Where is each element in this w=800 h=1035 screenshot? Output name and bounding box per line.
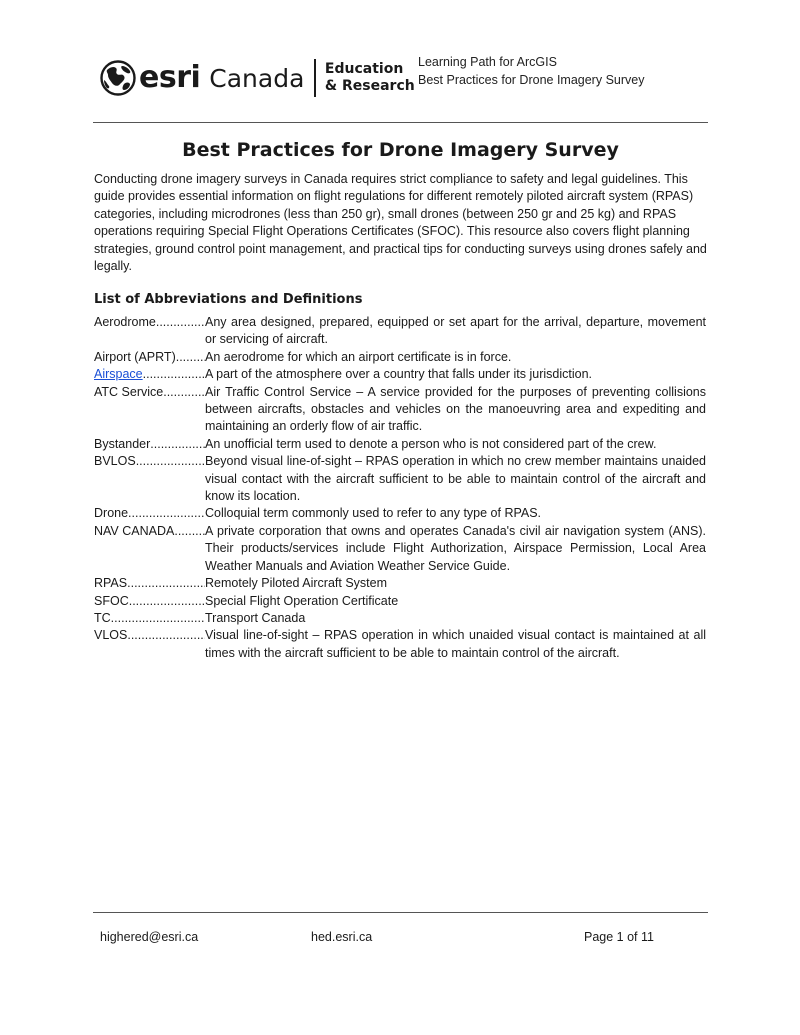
logo-division-line2: & Research xyxy=(324,78,415,94)
dot-leader xyxy=(143,366,205,383)
definition-term: ATC Service xyxy=(94,384,164,399)
globe-icon xyxy=(100,60,136,96)
airspace-link[interactable]: Airspace xyxy=(94,367,143,382)
dot-leader xyxy=(150,436,205,453)
definition-term-cell xyxy=(94,505,205,522)
dot-leader xyxy=(174,523,205,575)
dot-leader xyxy=(127,575,205,592)
definition-term: VLOS xyxy=(94,628,128,643)
definition-term: BVLOS xyxy=(94,454,136,469)
dot-leader xyxy=(129,593,205,610)
definition-text: Remotely Piloted Aircraft System xyxy=(205,576,388,591)
dot-leader xyxy=(176,349,205,366)
definition-term-cell xyxy=(94,366,205,383)
footer-divider xyxy=(93,912,708,913)
definition-term: Aerodrome xyxy=(94,315,156,329)
dot-leader xyxy=(163,384,205,436)
definition-text: Any area designed, prepared, equipped or set apart for the arrival, departure, movement or servicing of aircraft. xyxy=(205,315,706,347)
definition-text: An aerodrome for which an airport certificate is in force. xyxy=(205,349,512,364)
intro-paragraph: Conducting drone imagery surveys in Canada requires strict compliance to safety and legal guidelines. This guide provides essential information on flight regulations for different remotely piloted aircraft system (RPAS) categories, including microdrones (less than 250 gr), small drones (between 250 gr and 25 kg) and RPAS operations requiring Special Flight Operations Certificates (SFOC). This resource also covers flight planning strategies, ground control point management, and practical tips for conducting surveys using drones safely and legally. xyxy=(94,172,707,274)
definition-text: Transport Canada xyxy=(205,610,306,625)
definition-row xyxy=(94,593,706,610)
logo-wordmark: esri xyxy=(139,60,201,95)
definition-row xyxy=(94,453,706,505)
definition-row xyxy=(94,610,706,627)
footer-page-number: Page 1 of 11 xyxy=(584,930,654,944)
definition-text: A private corporation that owns and operates Canada's civil air navigation system (ANS). Their products/services include Flight Authorization, Airspace Permission, Local Area Weather Manuals and Aviation Weather Service Guide. xyxy=(205,523,706,573)
dot-leader xyxy=(128,505,205,522)
definition-term-cell xyxy=(94,349,205,366)
dot-leader xyxy=(127,627,205,662)
definition-term-cell xyxy=(94,627,205,662)
definition-term: Drone xyxy=(94,506,129,521)
definition-row xyxy=(94,366,706,383)
footer-website: hed.esri.ca xyxy=(311,930,373,944)
definition-term-cell xyxy=(94,593,205,610)
dot-leader xyxy=(156,314,205,349)
logo-division-line1: Education xyxy=(324,61,404,77)
dot-leader xyxy=(136,453,205,505)
header-document-title: Best Practices for Drone Imagery Survey xyxy=(418,73,645,87)
definition-text: An unofficial term used to denote a person who is not considered part of the crew. xyxy=(205,436,657,451)
definition-term-cell xyxy=(94,575,205,592)
definition-text: Special Flight Operation Certificate xyxy=(205,593,399,608)
document-title: Best Practices for Drone Imagery Survey xyxy=(182,139,619,161)
definition-row xyxy=(94,384,706,436)
definitions-list xyxy=(94,314,706,662)
logo-divider xyxy=(314,59,316,97)
definition-text: Visual line-of-sight – RPAS operation in which unaided visual contact is maintained at all times with the aircraft sufficient to be able to maintain control of the aircraft. xyxy=(205,628,706,660)
page-header xyxy=(0,0,800,124)
definition-term-cell xyxy=(94,523,205,575)
logo-division xyxy=(325,61,415,95)
definition-text: Air Traffic Control Service – A service provided for the purposes of preventing collisions between aircrafts, obstacles and vehicles on the manoeuvring area and expediting and maintaining an orderly flow of air traffic. xyxy=(205,384,706,434)
logo-region: Canada xyxy=(209,63,305,93)
definition-text: Beyond visual line-of-sight – RPAS operation in which no crew member maintains unaided visual contact with the aircraft sufficient to be able to maintain control of the aircraft and know its location. xyxy=(205,454,706,504)
definition-row xyxy=(94,575,706,592)
dot-leader xyxy=(111,610,205,627)
definition-row xyxy=(94,627,706,662)
definition-term-cell xyxy=(94,453,205,505)
definition-text: Colloquial term commonly used to refer to any type of RPAS. xyxy=(205,506,542,521)
definition-term-cell xyxy=(94,384,205,436)
definition-term-cell xyxy=(94,610,205,627)
header-meta xyxy=(418,53,644,89)
definition-term: Bystander xyxy=(94,436,151,451)
abbreviations-heading: List of Abbreviations and Definitions xyxy=(94,292,363,307)
definition-row xyxy=(94,436,706,453)
definition-row xyxy=(94,349,706,366)
definition-row xyxy=(94,314,706,349)
header-series-title: Learning Path for ArcGIS xyxy=(418,55,557,69)
definition-term: Airport (APRT) xyxy=(94,349,176,364)
definition-row xyxy=(94,523,706,575)
definition-term-cell xyxy=(94,314,205,349)
esri-canada-logo xyxy=(100,58,415,98)
header-divider xyxy=(93,122,708,123)
definition-term: SFOC xyxy=(94,593,129,608)
definition-term: NAV CANADA xyxy=(94,523,175,538)
definition-text: A part of the atmosphere over a country that falls under its jurisdiction. xyxy=(205,367,593,382)
definition-term: RPAS xyxy=(94,576,128,591)
footer-email: highered@esri.ca xyxy=(100,930,199,944)
definition-row xyxy=(94,505,706,522)
definition-term: TC xyxy=(94,610,111,625)
definition-term-cell xyxy=(94,436,205,453)
